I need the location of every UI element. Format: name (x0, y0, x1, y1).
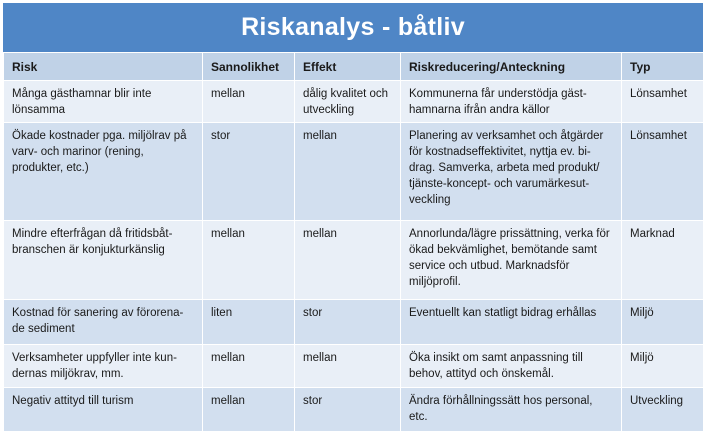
page-title: Riskanalys - båtliv (3, 3, 703, 52)
table-row (4, 388, 704, 432)
cell-effekt: mellan (295, 123, 401, 221)
cell-typ: Miljö (622, 345, 704, 388)
cell-anteckning: Öka insikt om samt anpassning till behov, attityd och önskemål. (401, 345, 622, 388)
cell-effekt: stor (295, 388, 401, 432)
cell-sannolikhet: mellan (203, 81, 295, 123)
column-header-typ: Typ (622, 53, 704, 81)
cell-risk: Många gästhamnar blir inte lönsamma (4, 81, 203, 123)
cell-effekt: mellan (295, 345, 401, 388)
cell-sannolikhet: stor (203, 123, 295, 221)
cell-effekt: stor (295, 300, 401, 345)
cell-risk: Verksamheter uppfyller inte kun-dernas miljökrav, mm. (4, 345, 203, 388)
table-header-row (4, 53, 704, 81)
cell-sannolikhet: mellan (203, 388, 295, 432)
cell-sannolikhet: mellan (203, 345, 295, 388)
column-header-sannolikhet: Sannolikhet (203, 53, 295, 81)
cell-typ: Lönsamhet (622, 123, 704, 221)
cell-anteckning: Annorlunda/lägre prissättning, verka för ökad bekvämlighet, bemötande samt service och utbud. Marknadsför miljöprofil. (401, 221, 622, 300)
table-row (4, 81, 704, 123)
cell-effekt: dålig kvalitet och utveckling (295, 81, 401, 123)
column-header-anteckning: Riskreducering/Anteckning (401, 53, 622, 81)
cell-risk: Ökade kostnader pga. miljölrav på varv- och marinor (rening, produkter, etc.) (4, 123, 203, 221)
cell-typ: Utveckling (622, 388, 704, 432)
cell-sannolikhet: liten (203, 300, 295, 345)
cell-typ: Lönsamhet (622, 81, 704, 123)
cell-risk: Kostnad för sanering av förorena-de sediment (4, 300, 203, 345)
cell-typ: Miljö (622, 300, 704, 345)
cell-risk: Mindre efterfrågan då fritidsbåt-branschen är konjukturkänslig (4, 221, 203, 300)
cell-risk: Negativ attityd till turism (4, 388, 203, 432)
cell-effekt: mellan (295, 221, 401, 300)
cell-anteckning: Ändra förhållningssätt hos personal, etc. (401, 388, 622, 432)
cell-sannolikhet: mellan (203, 221, 295, 300)
column-header-effekt: Effekt (295, 53, 401, 81)
column-header-risk: Risk (4, 53, 203, 81)
risk-table (3, 52, 704, 432)
table-row (4, 221, 704, 300)
cell-typ: Marknad (622, 221, 704, 300)
table-row (4, 345, 704, 388)
table-row (4, 123, 704, 221)
table-row (4, 300, 704, 345)
cell-anteckning: Planering av verksamhet och åtgärder för kostnadseffektivitet, nyttja ev. bi-drag. Samverka, arbeta med produkt/ tjänste-koncept- och varumärkesut-veckling (401, 123, 622, 221)
cell-anteckning: Eventuellt kan statligt bidrag erhållas (401, 300, 622, 345)
cell-anteckning: Kommunerna får understödja gäst-hamnarna ifrån andra källor (401, 81, 622, 123)
